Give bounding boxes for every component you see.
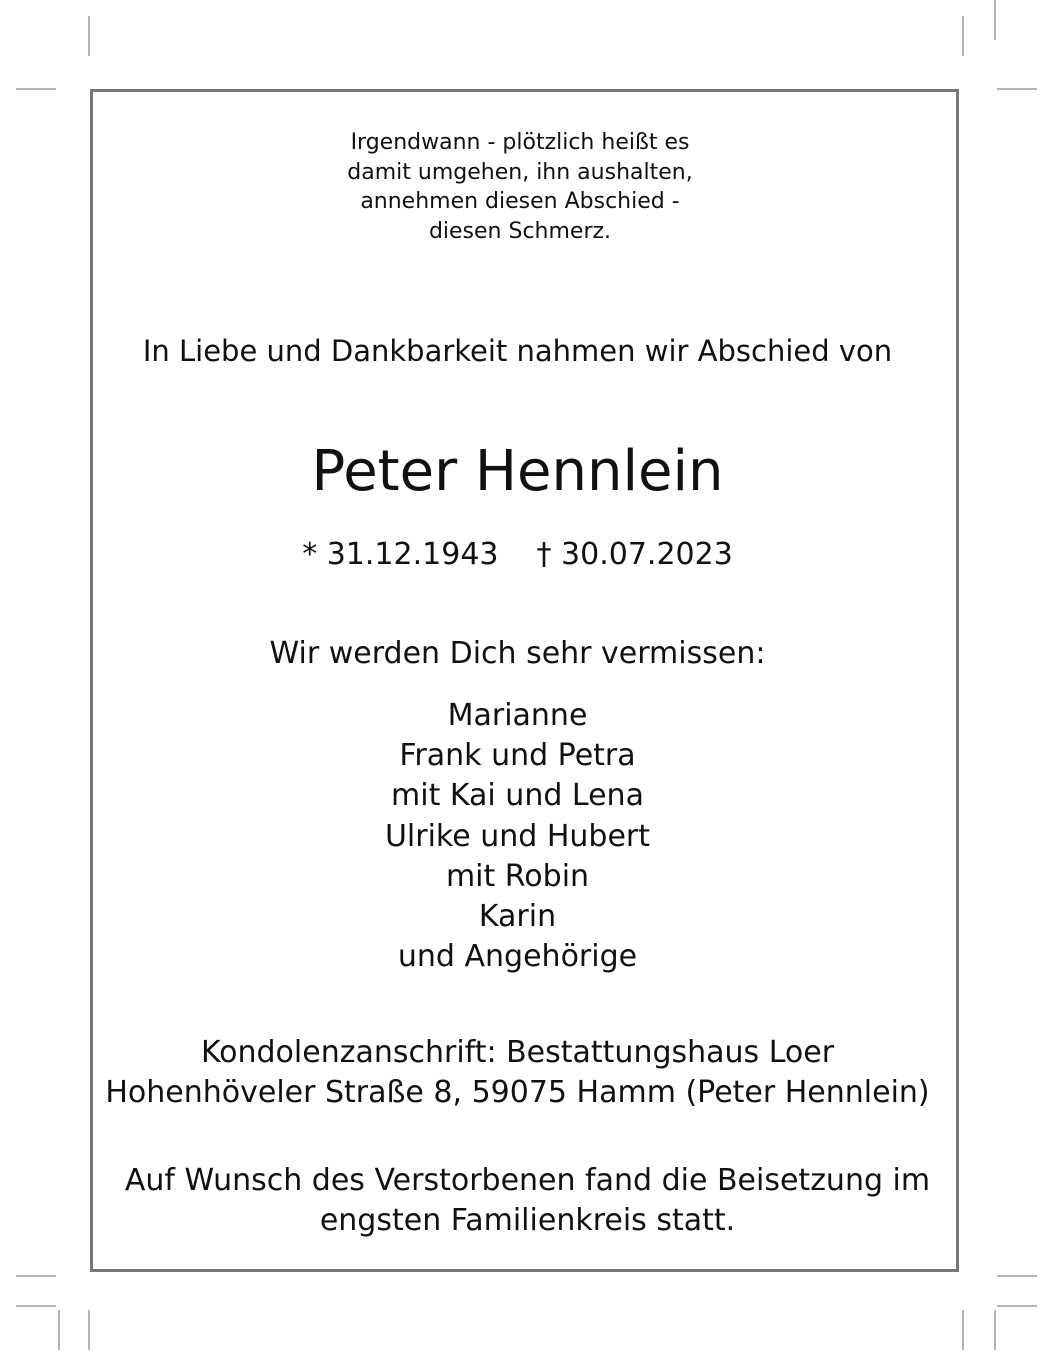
- mourner-name: und Angehörige: [397, 939, 638, 975]
- birth-date: * 31.12.1943: [302, 537, 499, 572]
- crop-mark-bottom-left-horizontal-outer: [16, 1305, 56, 1307]
- mourner-name: Frank und Petra: [399, 738, 636, 774]
- motto-line: annehmen diesen Abschied -: [360, 189, 680, 214]
- crop-mark-bottom-left-vertical-outer: [58, 1310, 60, 1350]
- burial-note-line: Auf Wunsch des Verstorbenen fand die Beisetzung im: [124, 1163, 931, 1198]
- intro-text: In Liebe und Dankbarkeit nahmen wir Abschied von: [142, 334, 893, 368]
- mourner-name: mit Robin: [445, 858, 590, 894]
- motto-line: damit umgehen, ihn aushalten,: [347, 159, 693, 185]
- mourner-name: mit Kai und Lena: [391, 778, 644, 814]
- mourner-name: Karin: [478, 899, 557, 935]
- burial-note: [100, 1161, 955, 1241]
- crop-mark-bottom-right-vertical-outer: [994, 1310, 996, 1350]
- motto-line: Irgendwann - plötzlich heißt es: [350, 130, 690, 155]
- mourners-list: [90, 696, 945, 977]
- crop-mark-bottom-left-horizontal: [16, 1275, 56, 1277]
- life-dates: [90, 533, 945, 577]
- death-date: † 30.07.2023: [536, 537, 733, 572]
- burial-note-line: engsten Familienkreis statt.: [319, 1203, 736, 1238]
- condolence-address: [90, 1033, 945, 1113]
- crop-mark-bottom-left-vertical: [88, 1310, 90, 1350]
- crop-mark-top-right-vertical-outer: [994, 0, 996, 40]
- crop-mark-top-right-horizontal: [997, 88, 1037, 90]
- crop-mark-top-left-vertical: [88, 16, 90, 56]
- mourner-name: Marianne: [447, 698, 588, 733]
- mourner-name: Ulrike und Hubert: [384, 818, 651, 854]
- crop-mark-bottom-right-horizontal-outer: [997, 1305, 1037, 1307]
- deceased-name: Peter Hennlein: [311, 439, 724, 504]
- crop-mark-top-left-horizontal: [16, 88, 56, 90]
- condolence-line: Hohenhöveler Straße 8, 59075 Hamm (Peter Hennlein): [105, 1075, 930, 1110]
- crop-mark-bottom-right-vertical: [962, 1310, 964, 1350]
- motto-line: diesen Schmerz.: [428, 218, 612, 244]
- crop-mark-bottom-right-horizontal: [997, 1275, 1037, 1277]
- crop-mark-top-right-vertical: [962, 16, 964, 56]
- condolence-line: Kondolenzanschrift: Bestattungshaus Loer: [200, 1035, 835, 1070]
- motto-poem: [320, 128, 720, 246]
- miss-line: Wir werden Dich sehr vermissen:: [269, 636, 766, 671]
